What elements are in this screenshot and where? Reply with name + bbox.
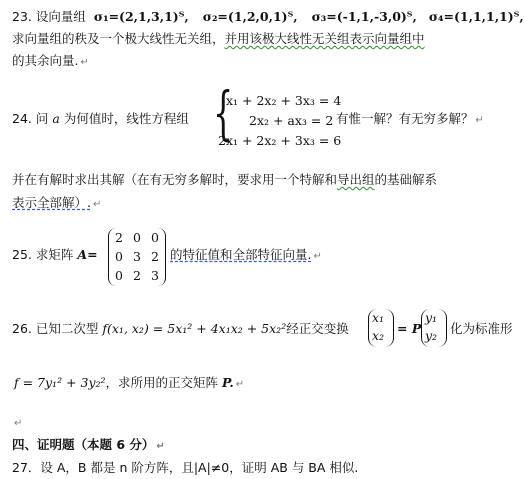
- q24-line1: [12, 111, 189, 127]
- q23-vector-4: σ₄=(1,1,1,1)ᵀ,: [428, 9, 524, 24]
- q24-number: 24.: [12, 111, 32, 126]
- return-mark-icon: ↵: [475, 115, 484, 126]
- q25-matrix-name: A=: [77, 247, 98, 262]
- q26-text: 已知二次型: [35, 321, 99, 336]
- return-mark-icon: ↵: [156, 441, 165, 452]
- q23-line1: [12, 9, 524, 25]
- return-mark-icon: ↵: [80, 57, 89, 68]
- q24-line2: [12, 172, 437, 188]
- q25-tail: [170, 247, 322, 265]
- section-4-heading: [12, 437, 165, 455]
- q26-matrix-P: P.: [222, 375, 234, 390]
- q24-line3-text: 表示全部解）.: [12, 195, 91, 210]
- return-mark-icon: ↵: [235, 379, 245, 390]
- q24-text-a: 问: [35, 111, 49, 126]
- q23-line2-text-b: 并用该极大线性无关组表示向量组中: [224, 31, 425, 46]
- q23-line3: [12, 53, 89, 71]
- q25-line: [12, 247, 98, 263]
- matrix-cell: 2: [151, 249, 159, 264]
- q26-mid: 经正交变换: [286, 321, 349, 336]
- q25-matrix: [108, 228, 166, 286]
- q24-text-b: 为何值时，线性方程组: [63, 111, 189, 126]
- q23-line2-text-a: 求向量组的秩及一个极大线性无关组，: [12, 31, 225, 46]
- vector-entry: y₂: [425, 328, 438, 343]
- q26-line2-text: ，求所用的正交矩阵: [105, 375, 219, 390]
- matrix-cell: 2: [115, 230, 123, 245]
- q26-eq-P: = P: [397, 321, 422, 336]
- return-mark-icon: ↵: [313, 251, 322, 262]
- vector-entry: x₂: [372, 328, 385, 343]
- q26-formula: f(x₁, x₂) = 5x₁² + 4x₁x₂ + 5x₂²: [102, 321, 287, 336]
- q23-line2: [12, 31, 425, 47]
- q24-question-text: 有惟一解？有无穷多解？: [336, 111, 474, 126]
- q25-text: 求矩阵: [35, 247, 74, 262]
- q23-vector-1: σ₁=(2,1,3,1)ᵀ,: [93, 9, 189, 24]
- matrix-cell: 0: [151, 230, 159, 245]
- q24-question: [336, 111, 484, 129]
- q23-line3-text: 的其余向量.: [12, 53, 79, 68]
- q25-tail-text: 的特征值和全部特征向量.: [170, 247, 312, 262]
- empty-paragraph: [12, 414, 22, 432]
- q26-tail-text: 化为标准形: [450, 321, 513, 336]
- matrix-cell: 2: [133, 268, 141, 283]
- q23-number: 23.: [12, 9, 32, 24]
- return-mark-icon: ↵: [92, 199, 102, 210]
- q26-standard-form: f = 7y₁² + 3y₂²: [14, 375, 106, 390]
- return-mark-icon: ↵: [14, 418, 23, 429]
- q23-lead: 设向量组: [35, 9, 86, 24]
- matrix-cell: 0: [133, 230, 141, 245]
- q27-text: 27．设 A，B 都是 n 阶方阵，且|A|≠0，证明 AB 与 BA 相似.: [12, 460, 359, 475]
- matrix-cell: 0: [115, 249, 123, 264]
- q24-line2-text-a: 并在有解时求出其解（在有无穷多解时，要求用一个特解和: [12, 172, 338, 187]
- matrix-cell: 3: [133, 249, 141, 264]
- section-4-title: 四、证明题（本题 6 分）: [12, 437, 155, 452]
- matrix-cell: 3: [151, 268, 159, 283]
- q24-equation-2: 2x₂ + ax₃ = 2: [249, 113, 334, 128]
- q26-number: 26.: [12, 321, 32, 336]
- q24-line2-text-b: 导出组: [337, 172, 375, 187]
- q23-vector-2: σ₂=(1,2,0,1)ᵀ,: [202, 9, 298, 24]
- q26-line2: [14, 375, 244, 393]
- q24-equation-1: x₁ + 2x₂ + 3x₃ = 4: [226, 93, 342, 108]
- q24-system-brace: {: [213, 79, 234, 147]
- vector-entry: x₁: [372, 310, 385, 325]
- matrix-cell: 0: [115, 268, 123, 283]
- q24-var-a: a: [52, 111, 60, 126]
- q27-line: [12, 460, 358, 476]
- q24-line2-text-c: 的基础解系: [374, 172, 438, 187]
- q23-vector-3: σ₃=(-1,1,-3,0)ᵀ,: [311, 9, 417, 24]
- q24-equation-3: 2x₁ + 2x₂ + 3x₃ = 6: [218, 133, 342, 148]
- q26-y-vector: [421, 309, 447, 347]
- vector-entry: y₁: [425, 310, 438, 325]
- q26-x-vector: [368, 309, 394, 347]
- q26-tail: [450, 321, 513, 337]
- q24-line3: [12, 195, 101, 213]
- q26-line1: [12, 321, 349, 337]
- q25-number: 25.: [12, 247, 32, 262]
